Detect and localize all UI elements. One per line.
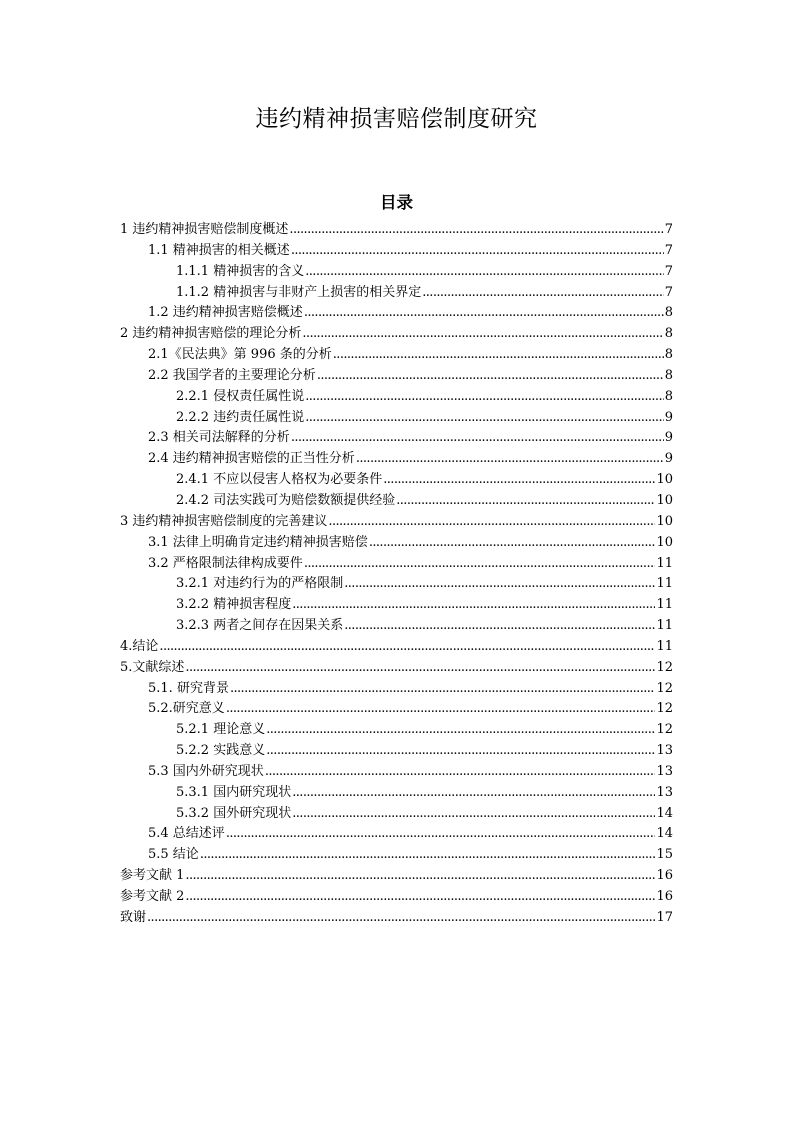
toc-entry[interactable]	[120, 720, 673, 741]
toc-page-number: 7	[664, 263, 673, 279]
toc-page-number: 11	[656, 597, 673, 613]
toc-entry[interactable]	[120, 616, 673, 637]
toc-entry[interactable]	[120, 533, 673, 554]
toc-entry[interactable]	[120, 554, 673, 575]
toc-entry[interactable]	[120, 366, 673, 387]
toc-entry[interactable]	[120, 699, 673, 720]
toc-entry-title: 1 违约精神损害赔偿制度概述	[120, 222, 289, 237]
toc-dot-leader	[317, 366, 664, 387]
toc-entry-title: 5.2.2 实践意义	[176, 743, 266, 759]
toc-dot-leader	[396, 491, 655, 512]
toc-page-number: 10	[656, 472, 673, 488]
toc-entry[interactable]	[120, 470, 673, 491]
toc-entry-title: 3.2.2 精神损害程度	[176, 597, 292, 613]
toc-page-number: 12	[656, 701, 673, 717]
toc-entry[interactable]	[120, 845, 673, 866]
toc-entry-title: 2.3 相关司法解释的分析	[148, 430, 290, 446]
toc-entry-title: 3.1 法律上明确肯定违约精神损害赔偿	[148, 534, 368, 550]
toc-page-number: 13	[656, 784, 673, 800]
toc-page-number: 14	[656, 826, 673, 842]
toc-entry-title: 2.4.2 司法实践可为赔偿数额提供经验	[176, 492, 396, 508]
toc-page-number: 10	[656, 534, 673, 550]
toc-dot-leader	[383, 470, 655, 491]
toc-dot-leader	[159, 637, 655, 658]
toc-page-number: 13	[656, 743, 673, 759]
toc-dot-leader	[200, 845, 656, 866]
toc-dot-leader	[369, 533, 656, 554]
toc-dot-leader	[356, 449, 664, 470]
toc-entry-title: 3.2.1 对违约行为的严格限制	[176, 576, 344, 592]
toc-entry-title: 3.2 严格限制法律构成要件	[148, 555, 303, 571]
toc-entry-title: 2.2 我国学者的主要理论分析	[148, 367, 316, 383]
toc-entry[interactable]	[120, 241, 673, 262]
toc-entry[interactable]	[120, 345, 673, 366]
toc-entry[interactable]	[120, 804, 673, 825]
toc-entry[interactable]	[120, 658, 673, 679]
toc-entry-title: 2 违约精神损害赔偿的理论分析	[120, 326, 302, 342]
toc-page-number: 11	[656, 638, 673, 654]
toc-page-number: 8	[664, 367, 673, 383]
toc-entry-title: 5.2.1 理论意义	[176, 722, 266, 738]
toc-entry-title: 1.2 违约精神损害赔偿概述	[148, 305, 303, 321]
toc-page-number: 8	[664, 326, 673, 342]
toc-dot-leader	[265, 762, 656, 783]
toc-page-number: 17	[656, 909, 673, 925]
table-of-contents	[120, 220, 673, 929]
toc-dot-leader	[266, 741, 655, 762]
toc-page-number: 14	[656, 805, 673, 821]
toc-entry-title: 5.5 结论	[148, 847, 199, 863]
toc-entry[interactable]	[120, 491, 673, 512]
toc-page-number: 11	[656, 576, 673, 592]
toc-page-number: 9	[664, 409, 673, 425]
toc-dot-leader	[304, 303, 664, 324]
toc-entry-title: 参考文献 2	[120, 889, 185, 904]
toc-dot-leader	[328, 512, 655, 533]
toc-entry-title: 3.2.3 两者之间存在因果关系	[176, 618, 344, 634]
toc-entry[interactable]	[120, 574, 673, 595]
toc-dot-leader	[344, 574, 655, 595]
toc-dot-leader	[291, 241, 664, 262]
toc-page-number: 10	[656, 492, 673, 508]
toc-entry-title: 4.结论	[120, 638, 159, 654]
toc-entry-title: 5.1. 研究背景	[148, 680, 229, 696]
toc-entry-title: 2.2.2 违约责任属性说	[176, 409, 305, 425]
toc-dot-leader	[333, 345, 664, 366]
toc-dot-leader	[291, 428, 664, 449]
toc-page-number: 15	[656, 847, 673, 863]
toc-entry[interactable]	[120, 387, 673, 408]
toc-entry-title: 5.2.研究意义	[148, 701, 225, 717]
toc-dot-leader	[344, 616, 655, 637]
toc-heading: 目录	[380, 193, 413, 212]
toc-page-number: 9	[664, 430, 673, 446]
toc-dot-leader	[292, 595, 655, 616]
toc-entry[interactable]	[120, 679, 673, 700]
toc-entry[interactable]	[120, 408, 673, 429]
toc-entry-title: 2.1《民法典》第 996 条的分析	[148, 347, 332, 363]
toc-page-number: 12	[656, 722, 673, 738]
toc-page-number: 7	[664, 222, 673, 237]
toc-entry[interactable]	[120, 741, 673, 762]
toc-page-number: 12	[656, 680, 673, 696]
toc-entry[interactable]	[120, 262, 673, 283]
toc-dot-leader	[304, 554, 656, 575]
toc-dot-leader	[147, 908, 655, 929]
toc-entry-title: 2.4 违约精神损害赔偿的正当性分析	[148, 451, 355, 467]
toc-entry-title: 1.1.1 精神损害的含义	[176, 263, 305, 279]
toc-entry-title: 5.文献综述	[120, 659, 185, 675]
toc-page-number: 13	[656, 763, 673, 779]
toc-dot-leader	[289, 220, 663, 241]
toc-entry[interactable]	[120, 637, 673, 658]
toc-dot-leader	[185, 866, 655, 887]
toc-entry-title: 1.1 精神损害的相关概述	[148, 242, 290, 258]
toc-entry[interactable]	[120, 428, 673, 449]
toc-entry[interactable]	[120, 220, 673, 241]
toc-dot-leader	[302, 324, 663, 345]
toc-dot-leader	[305, 262, 664, 283]
toc-entry[interactable]	[120, 908, 673, 929]
toc-entry-title: 1.1.2 精神损害与非财产上损害的相关界定	[176, 284, 422, 300]
toc-page-number: 16	[656, 868, 673, 884]
toc-entry-title: 参考文献 1	[120, 868, 185, 884]
toc-entry-title: 5.3 国内外研究现状	[148, 763, 264, 779]
toc-entry[interactable]	[120, 324, 673, 345]
toc-dot-leader	[266, 720, 655, 741]
toc-entry[interactable]	[120, 762, 673, 783]
toc-page-number: 11	[656, 618, 673, 634]
toc-page-number: 7	[664, 242, 673, 258]
toc-dot-leader	[422, 283, 664, 304]
toc-entry-title: 5.3.1 国内研究现状	[176, 784, 292, 800]
toc-dot-leader	[185, 887, 655, 908]
toc-entry[interactable]	[120, 595, 673, 616]
toc-dot-leader	[292, 804, 655, 825]
toc-entry[interactable]	[120, 887, 673, 908]
toc-page-number: 16	[656, 889, 673, 904]
toc-dot-leader	[305, 408, 664, 429]
toc-page-number: 7	[664, 284, 673, 300]
toc-entry[interactable]	[120, 283, 673, 304]
toc-page-number: 8	[664, 347, 673, 363]
document-title: 违约精神损害赔偿制度研究	[255, 106, 538, 132]
toc-page-number: 9	[664, 451, 673, 467]
toc-dot-leader	[185, 658, 655, 679]
toc-dot-leader	[226, 699, 656, 720]
toc-entry-title: 2.4.1 不应以侵害人格权为必要条件	[176, 472, 383, 488]
toc-entry[interactable]	[120, 303, 673, 324]
toc-entry-title: 致谢	[120, 909, 147, 925]
toc-dot-leader	[292, 783, 655, 804]
toc-entry[interactable]	[120, 512, 673, 533]
toc-entry-title: 5.3.2 国外研究现状	[176, 805, 292, 821]
toc-dot-leader	[226, 824, 656, 845]
toc-page-number: 12	[656, 659, 673, 675]
toc-entry[interactable]	[120, 824, 673, 845]
toc-entry[interactable]	[120, 449, 673, 470]
toc-entry[interactable]	[120, 783, 673, 804]
toc-entry-title: 3 违约精神损害赔偿制度的完善建议	[120, 513, 328, 529]
toc-dot-leader	[305, 387, 664, 408]
toc-page-number: 10	[656, 513, 673, 529]
toc-dot-leader	[230, 679, 656, 700]
toc-page-number: 11	[656, 555, 673, 571]
toc-entry-title: 5.4 总结述评	[148, 826, 225, 842]
toc-entry-title: 2.2.1 侵权责任属性说	[176, 388, 305, 404]
toc-page-number: 8	[664, 388, 673, 404]
toc-entry[interactable]	[120, 866, 673, 887]
toc-page-number: 8	[664, 305, 673, 321]
